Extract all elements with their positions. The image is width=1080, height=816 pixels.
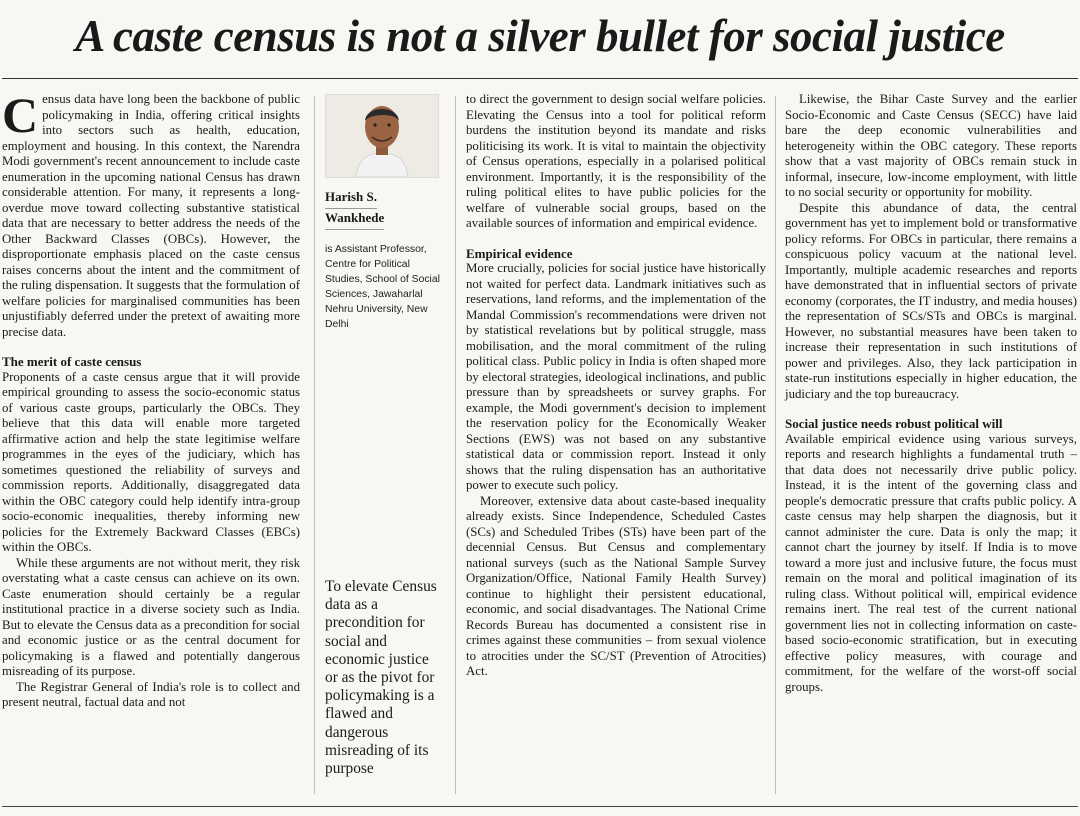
pull-quote: To elevate Census data as a precondition for social and economic justice or as the pivot for policymaking is a flawed and dangerous misreading of its purpose xyxy=(325,578,437,778)
column-3 xyxy=(466,92,766,680)
headline: A caste census is not a silver bullet for social justice xyxy=(75,11,1005,61)
paragraph: Proponents of a caste census argue that it will provide empirical grounding to assess the socio-economic status of various caste groups, particularly the OBCs. They believe that this data will enable more targeted affirmative action and help the state legitimise welfare programmes in the eyes of the judiciary, which has sometimes questioned the reliability of surveys and commission reports. Additionally, disaggregated data within the OBC category could help identify intra-group socio-economic inequalities, thereby informing new policies for the Extremely Backward Classes (EBCs) within the OBCs. xyxy=(2,369,300,554)
column-divider xyxy=(775,96,776,794)
paragraph: More crucially, policies for social justice have historically not waited for perfect data. Landmark initiatives such as reservations, land reforms, and the implementation of the Mandal Commission's recommendations were driven not by statistical revelations but by political struggle, mass mobilisation, and the moral commitment of the ruling political class. Public policy in India is often shaped more by electoral strategies, ideological inclinations, and public pressure than by spreadsheets or survey graphs. For example, the Modi government's decision to implement the reservation policy for the Economically Weaker Sections (EWS) was not based on any substantive statistical data or commission report. Instead it only shows that the ruling dispensation has an authoritative power to execute such policy. xyxy=(466,261,766,492)
column-4 xyxy=(785,92,1077,695)
paragraph: Available empirical evidence using various surveys, reports and research highlights a fundamental truth – that data does not necessarily drive public policy. Instead, it is the intent of the governing class and people's democratic pressure that crafts public policy. A caste census may help sharpen the diagnosis, but it cannot administer the cure. Data is only the map; it cannot chart the journey by itself. If India is to move toward a more just and inclusive future, the focus must remain on the moral and political imagination of its ruling class. Without political will, empirical evidence remains inert. The real test of the current national government lies not in collecting information on caste-based socio-economic stratification, but in executing effective policy measures, with courage and commitment, for the welfare of the worst-off social groups. xyxy=(785,431,1077,694)
author-name-line1: Harish S. xyxy=(325,188,377,209)
subhead-political-will: Social justice needs robust political will xyxy=(785,416,1003,431)
paragraph: Moreover, extensive data about caste-based inequality already exists. Since Independence, Scheduled Castes (SCs) and Scheduled Tribes (STs) have been part of the decennial Census. But Census and complementary national surveys (such as the National Sample Survey Organization/Office, National Family Health Survey) continue to highlight their persistent educational, economic, and social disadvantages. The National Crime Records Bureau has documented a consistent rise in crimes against these communities – from sexual violence to atrocities under the SC/ST (Prevention of Atrocities) Act. xyxy=(466,493,766,678)
paragraph: The Registrar General of India's role is to collect and present neutral, factual data and not xyxy=(2,679,300,709)
paragraph: to direct the government to design social welfare policies. Elevating the Census into a tool for political reform burdens the institution beyond its mandate and risks politicising its work. It is vital to maintain the objectivity of Census operations, especially in a polarised political environment. Importantly, it is the responsibility of the ruling political elites to have public policies for the welfare of vulnerable social groups, based on the available sources of information and empirical evidence. xyxy=(466,92,766,230)
paragraph: While these arguments are not without merit, they risk overstating what a caste census can achieve on its own. Caste enumeration should certainly be a regular institutional practice in a diverse society such as India. But to elevate the Census data as a precondition for social and economic justice or as the central document for policymaking is a flawed and potentially dangerous misreading of its purpose. xyxy=(2,555,300,678)
paragraph: Despite this abundance of data, the central government has yet to implement bold or transformative policy reforms. For OBCs in particular, there remains a conspicuous policy vacuum at the national level. Importantly, multiple academic researches and reports have demonstrated that in influential sectors of private economy (corporates, the IT industry, and media houses) the representation of SCs/STs and OBCs is marginal. However, no substantial measures have been taken to increase their representation in such institutions of power and privileges. Also, they lack participation in state-run institutions especially in higher education, the judiciary and the top bureaucracy. xyxy=(785,200,1077,401)
author-photo xyxy=(325,94,439,178)
paragraph: Likewise, the Bihar Caste Survey and the earlier Socio-Economic and Caste Census (SECC) have laid bare the deep economic vulnerabilities and heterogeneity within the OBC category. These reports show that a vast majority of OBCs remain stuck in informal, insecure, low-income employment, with little to no social security or opportunity for mobility. xyxy=(785,92,1077,199)
bottom-rule xyxy=(2,806,1078,807)
dropcap: C xyxy=(2,87,39,143)
author-name xyxy=(325,188,445,230)
column-1 xyxy=(2,87,300,711)
author-box xyxy=(325,94,445,332)
column-divider xyxy=(455,96,456,794)
top-rule xyxy=(2,78,1078,79)
subhead-merit: The merit of caste census xyxy=(2,354,142,369)
column-divider xyxy=(314,96,315,794)
author-bio: is Assistant Professor, Centre for Political Studies, School of Social Sciences, Jawaharlal Nehru University, New Delhi xyxy=(325,244,440,330)
intro-paragraph xyxy=(2,87,300,340)
author-name-line2: Wankhede xyxy=(325,209,384,230)
subhead-empirical: Empirical evidence xyxy=(466,245,573,261)
intro-text: ensus data have long been the backbone of public policymaking in India, offering critical insights into sectors such as health, education, employment and housing. In this context, the Narendra Modi government's recent announcement to include caste enumeration in the upcoming national Census has drawn considerable attention. For many, it represents a long-overdue move toward collecting substantive statistical data that are necessary to better address the needs of the Other Backward Classes (OBCs). However, the disproportionate emphasis placed on the caste census raises concerns about the intent and the commitment of the ruling dispensation. It suggests that the formulation of welfare policies for marginalised communities has been unjustifiably deferred under the pretext of awaiting more precise data. xyxy=(2,92,300,339)
